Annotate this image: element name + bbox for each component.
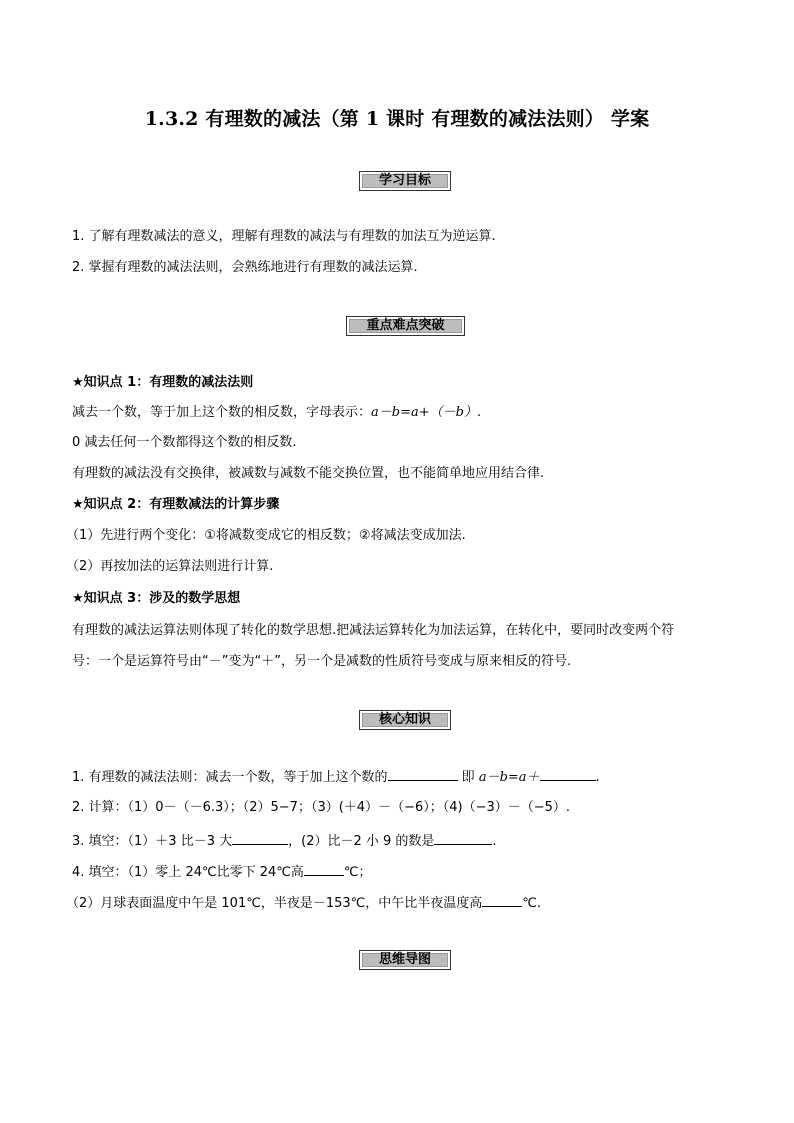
answer-blank[interactable] — [540, 767, 596, 781]
core-question-2: 2. 计算：（1）0－（－6.3）；（2）5−7；（3）(＋4）－（−6）；（4)（−3）－（−5）. — [72, 800, 571, 815]
section-badge-core: 核心知识 — [359, 710, 451, 730]
knowledge-point-1-rule — [72, 404, 481, 422]
goal-item-1: 1. 了解有理数减法的意义，理解有理数的减法与有理数的加法互为逆运算. — [72, 229, 496, 244]
goal-item-2: 2. 掌握有理数的减法法则，会熟练地进行有理数的减法运算. — [72, 260, 418, 275]
knowledge-point-3-title: ★知识点 3：涉及的数学思想 — [72, 591, 241, 606]
page-title: 1.3.2 有理数的减法（第 1 课时 有理数的减法法则） 学案 — [144, 108, 650, 130]
core-question-1 — [72, 767, 600, 787]
knowledge-point-2-step-2: （2）再按加法的运算法则进行计算. — [66, 559, 274, 574]
rule-suffix: . — [476, 405, 482, 420]
answer-blank[interactable] — [232, 831, 288, 845]
knowledge-point-1-zero: 0 减去任何一个数都得这个数的相反数. — [72, 435, 297, 450]
rule-text: 减去一个数，等于加上这个数的相反数，字母表示： — [72, 405, 372, 420]
core-question-4b-suffix: ℃. — [522, 896, 541, 911]
knowledge-point-2-title: ★知识点 2：有理数减法的计算步骤 — [72, 497, 280, 512]
core-question-3-text: 3. 填空：（1）＋3 比－3 大 — [72, 834, 233, 849]
section-badge-goals: 学习目标 — [359, 171, 451, 191]
answer-blank[interactable] — [482, 893, 522, 907]
knowledge-point-3-line-1: 有理数的减法运算法则体现了转化的数学思想.把减法运算转化为加法运算，在转化中，要同时改变两个符 — [72, 623, 675, 638]
core-question-1-text: 1. 有理数的减法法则：减去一个数，等于加上这个数的 — [72, 770, 388, 785]
answer-blank[interactable] — [388, 767, 458, 781]
core-question-4 — [72, 862, 371, 882]
knowledge-point-3-line-2: 号：一个是运算符号由“－”变为“＋”，另一个是减数的性质符号变成与原来相反的符号. — [72, 654, 572, 669]
core-question-4-text: 4. 填空：（1）零上 24℃比零下 24℃高 — [72, 865, 304, 880]
knowledge-point-1-title: ★知识点 1：有理数的减法法则 — [72, 375, 254, 390]
answer-blank[interactable] — [304, 862, 344, 876]
core-question-4-suffix: ℃； — [343, 865, 372, 880]
section-badge-mindmap: 思维导图 — [359, 950, 451, 970]
core-question-1-formula: a－b=a＋ — [478, 770, 540, 785]
knowledge-point-1-note: 有理数的减法没有交换律，被减数与减数不能交换位置，也不能简单地应用结合律. — [72, 466, 545, 481]
core-question-3 — [72, 831, 497, 851]
core-question-4-part-2 — [66, 893, 541, 913]
knowledge-point-2-step-1: （1）先进行两个变化：①将减数变成它的相反数；②将减法变成加法. — [66, 528, 466, 543]
answer-blank[interactable] — [434, 831, 492, 845]
section-badge-key-points: 重点难点突破 — [346, 316, 465, 336]
core-question-1-mid: 即 — [457, 770, 479, 785]
core-question-4b-text: （2）月球表面温度中午是 101℃，半夜是－153℃，中午比半夜温度高 — [66, 896, 483, 911]
core-question-3-suffix: . — [492, 834, 497, 849]
core-question-3-mid: ，(2）比－2 小 9 的数是 — [288, 834, 435, 849]
core-question-1-suffix: . — [595, 770, 600, 785]
rule-formula: a－b=a+（－b） — [371, 405, 477, 420]
